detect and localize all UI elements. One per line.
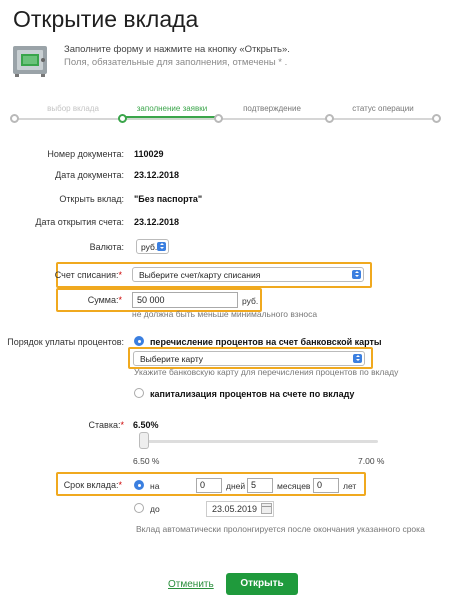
step-dot-active (118, 114, 127, 123)
account-select-value: Выберите счет/карту списания (139, 270, 261, 280)
required-note: Поля, обязательные для заполнения, отмечены * . (64, 57, 288, 68)
rate-value: 6.50% (133, 420, 159, 430)
currency-select[interactable] (136, 239, 169, 254)
active-step-underline (122, 116, 218, 118)
intro-text: Заполните форму и нажмите на кнопку «Открыть». (64, 44, 290, 55)
rate-slider-handle[interactable] (139, 432, 149, 449)
page-title: Открытие вклада (13, 6, 199, 32)
term-days-input[interactable]: 0 (196, 478, 222, 493)
chevron-updown-icon (157, 242, 166, 251)
step-dot (432, 114, 441, 123)
term-until-radio[interactable] (134, 503, 144, 513)
doc-date-label: Дата документа: (55, 170, 124, 180)
deposit-label: Открыть вклад: (59, 194, 124, 204)
prolong-note: Вклад автоматически пролонгируется после окончания указанного срока (136, 524, 425, 534)
interest-option-card-radio[interactable] (134, 336, 144, 346)
step-label-active: заполнение заявки (136, 104, 208, 113)
account-label: Счет списания:* (54, 270, 122, 280)
card-hint: Укажите банковскую карту для перечисления процентов по вкладу (134, 367, 399, 377)
amount-input[interactable]: 50 000 (132, 292, 238, 308)
chevron-updown-icon (352, 270, 361, 279)
term-duration-radio[interactable] (134, 480, 144, 490)
term-years-unit: лет (343, 481, 357, 491)
step-line (14, 118, 122, 120)
amount-unit: руб. (242, 296, 259, 306)
term-months-input[interactable]: 5 (247, 478, 273, 493)
term-until-date-input[interactable]: 23.05.2019 (206, 501, 274, 517)
calendar-icon[interactable] (261, 503, 272, 514)
doc-number-value: 110029 (134, 149, 164, 159)
step-dot (10, 114, 19, 123)
rate-max: 7.00 % (358, 456, 385, 466)
interest-option-card-label: перечисление процентов на счет банковской карты (150, 337, 382, 347)
currency-value: руб. (141, 242, 158, 252)
safe-icon (12, 44, 52, 78)
open-button[interactable]: Открыть (226, 573, 298, 595)
interest-option-capitalize-radio[interactable] (134, 388, 144, 398)
term-on-label: на (150, 481, 160, 491)
interest-label: Порядок уплаты процентов: (7, 337, 124, 347)
doc-number-label: Номер документа: (47, 149, 124, 159)
cancel-link[interactable]: Отменить (168, 579, 214, 590)
account-select[interactable] (132, 267, 364, 282)
term-label: Срок вклада:* (63, 480, 122, 490)
term-months-unit: месяцев (277, 481, 311, 491)
card-select[interactable] (133, 351, 365, 366)
amount-label: Сумма:* (87, 295, 122, 305)
open-date-value: 23.12.2018 (134, 217, 180, 227)
term-until-label: до (150, 504, 160, 514)
card-select-value: Выберите карту (140, 354, 204, 364)
amount-hint: не должна быть меньше минимального взноса (132, 309, 318, 319)
open-date-label: Дата открытия счета: (35, 217, 124, 227)
interest-option-capitalize-label: капитализация процентов на счете по вкладу (150, 389, 355, 399)
step-label: выбор вклада (47, 104, 99, 113)
step-line (122, 118, 218, 120)
step-dot (325, 114, 334, 123)
term-years-input[interactable]: 0 (313, 478, 339, 493)
rate-slider-track[interactable] (140, 440, 378, 443)
chevron-updown-icon (353, 354, 362, 363)
doc-date-value: 23.12.2018 (134, 170, 180, 180)
rate-min: 6.50 % (133, 456, 160, 466)
step-dot (214, 114, 223, 123)
deposit-name: "Без паспорта" (134, 194, 203, 204)
step-label: подтверждение (243, 104, 301, 113)
step-label: статус операции (352, 104, 414, 113)
term-days-unit: дней (226, 481, 246, 491)
rate-label: Ставка:* (88, 420, 124, 430)
currency-label: Валюта: (89, 242, 124, 252)
